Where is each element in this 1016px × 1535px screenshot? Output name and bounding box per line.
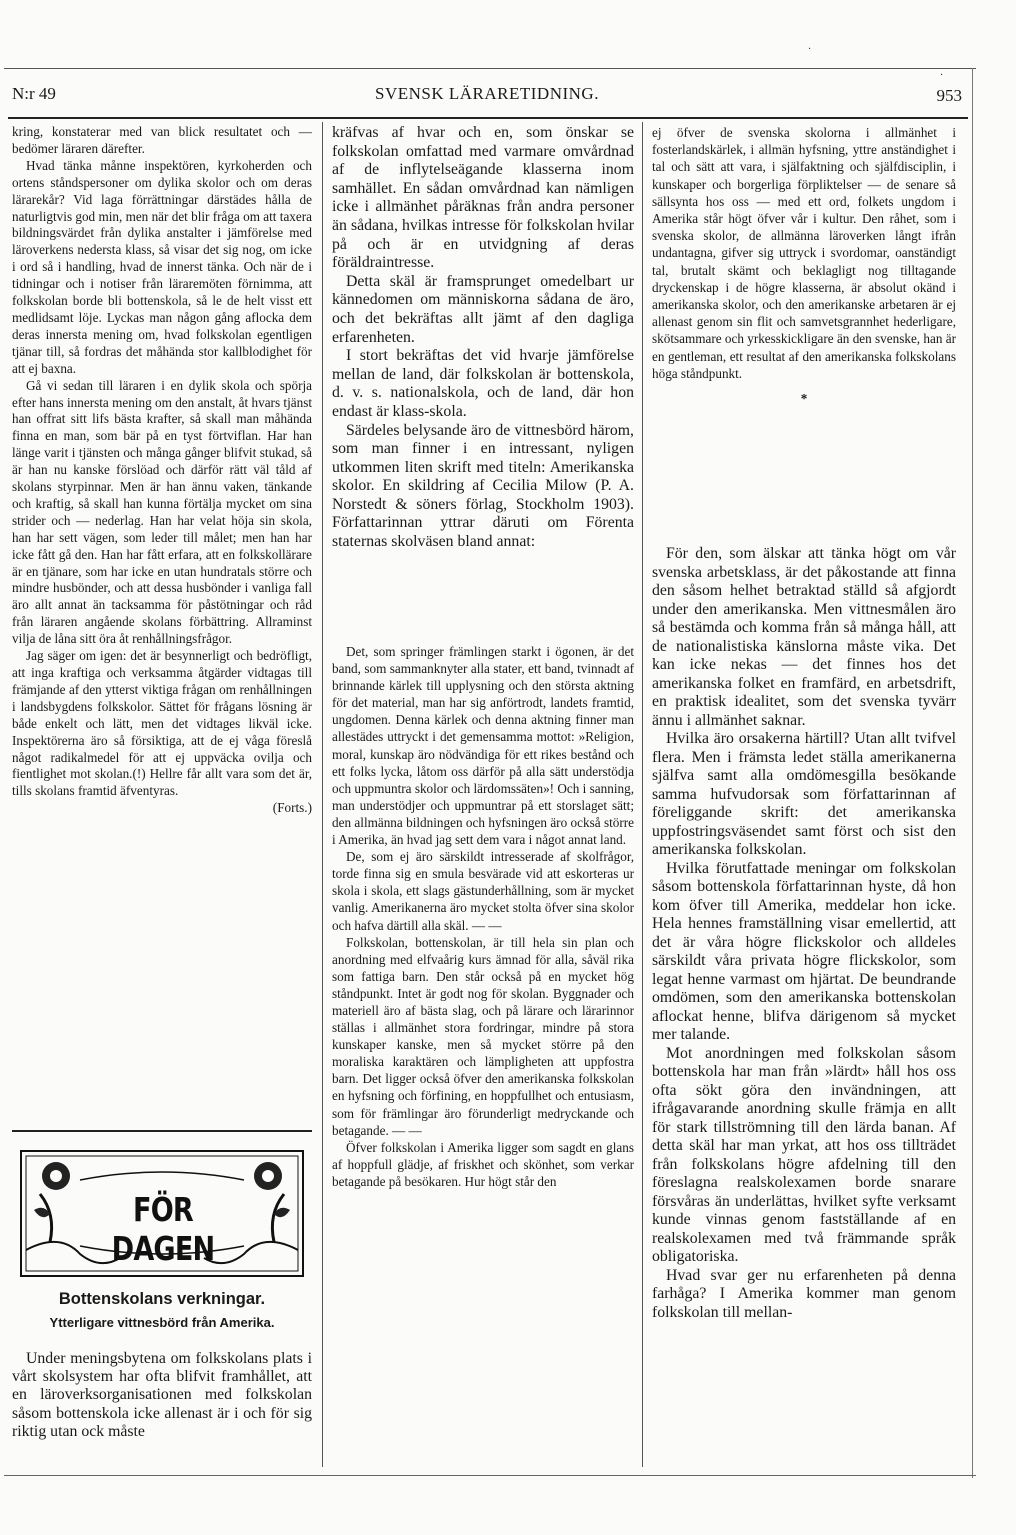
column-1-article-start xyxy=(12,1350,312,1441)
column-rule-1 xyxy=(322,122,323,1467)
section-star: * xyxy=(800,391,808,407)
paragraph: Öfver folkskolan i Amerika ligger som sagdt en glans af hoppfull glädje, af friskhet och skönhet, som verkar betagande på besökaren. Hur högt står den xyxy=(332,1139,634,1189)
for-dagen-banner xyxy=(20,1150,304,1277)
article-heading: Bottenskolans verkningar. xyxy=(58,1290,266,1308)
paragraph: Hvad tänka månne inspektören, kyrkoherden och ortens ståndspersoner om dylika skolor och om deras lärarekår? Vid laga förrättningar därstädes hålla de naturligtvis god min, men när det blir fråga om att taxera bildningsvärdet från dylika anstalter i jämförelse med läroverkens nedersta klass, så visar det sig nog, om icke i ord så i handling, hvad de innerst tänka. Och när de i tidningar och i notiser från läraremöten förnimma, att folkskolan borde bli bottenskola, så le de helt visst ett medlidsamt löje. Lyckas man någon gång aflocka dem deras innersta mening om, hvad folkskolan egentligen tjänar till, så fordras det måhända stor kallblodighet för att ej baxna. xyxy=(12,157,312,376)
paragraph: ej öfver de svenska skolorna i allmänhet i fosterlandskärlek, i allmän hyfsning, yttre anständighet i tal och sätt att vara, i själfaktning och själfdisciplin, i kunskaper och borgerliga förpliktelser — de senare så sällsynta hos oss — med ett ord, folkets ungdom i Amerika står högt öfver vår i kultur. Den råhet, som i svenska skolor, de allmänna läroverken långt ifrån undantagna, gifver sig uttryck i svordomar, oanständigt tal, brutalt skämt och beklagligt nog tilltagande dryckenskap i de högre klasserna, är absolut okänd i amerikanska skolor, och den amerikanske arbetaren är ej allenast genom sin flit och samvetsgrannhet hederligare, skötsammare och yrkesskickligare än den svenske, han är en gentleman, ett resultat af den amerikanska folkskolans höga ståndpunkt. xyxy=(652,125,956,381)
paragraph: Hvad svar ger nu erfarenheten på denna farhåga? I Amerika kommer man genom folkskolan till mellan- xyxy=(652,1266,956,1321)
speck: · xyxy=(808,44,812,55)
paragraph: Detta skäl är framsprunget omedelbart ur kännedomen om människorna sådana de äro, och det bekräftas allt jämt af den dagliga erfarenheten. xyxy=(332,272,634,346)
paragraph: Gå vi sedan till läraren i en dylik skola och spörja efter hans innersta mening om den anstalt, åt hvars tjänst han offrat sitt lifs bästa krafter, så skall man måhända finna en man, som bär på en tyst förtviflan. Har han länge varit i tjänsten och många gånger blifvit stukad, så är han nu kanske förslöad och därför rätt väl tåld af skolans styrpinnar. Men är han ännu vaken, tänkande och kraftig, så skall han kunna förtälja mycket om sina strider och — nederlag. Han har velat höja sin skola, han har sett vägen, som leder till målet; men han har icke fått gå den. Han har fått erfara, att en folkskollärare är en tjänare, som har icke en utan hundratals större och mindre husbönder, och att dessa husbönder i vanliga fall äro allt annat än tacksamma för påstötningar och råd från läraren angående skolans förbättring. Allraminst vilja de låna sitt öra åt renhållningsfrågor. xyxy=(12,377,312,647)
column-1-text xyxy=(12,124,312,817)
page-header xyxy=(12,84,962,106)
continued-note: (Forts.) xyxy=(272,800,312,816)
newspaper-title: SVENSK LÄRARETIDNING. xyxy=(375,84,599,103)
right-edge-rule xyxy=(972,68,973,1478)
paragraph: kring, konstaterar med van blick resultatet och — bedömer läraren därefter. xyxy=(12,124,312,156)
column-2-text xyxy=(332,124,634,552)
paragraph: Hvilka förutfattade meningar om folkskolan såsom bottenskola författarinnan hyste, då hon kom öfver till Amerika, meddelar hon icke. Hela hennes framställning visar emellertid, att det är våra högre flickskolor och alldeles särskildt våra privata högre flickskolor, som legat henne varmast om hjärtat. De beundrande omdömen, som den amerikanska bottenskolan aflockat henne, blifva därigenom så mycket mer talande. xyxy=(652,859,956,1043)
paragraph: För den, som älskar att tänka högt om vår svenska arbetsklass, är det påkostande att finna den såsom helhet betraktad ställd så afgjordt under den amerikanska. Men vittnesmålen äro så bestämda och komma från så många håll, att de nationalistiska känslorna måste vika. Det kan icke nekas — det finnes hos det amerikanska folket en framfärd, en arbetsdrift, en praktisk idealitet, som det svenska tyvärr ännu i allmänhet saknar. xyxy=(652,545,956,729)
section-separator xyxy=(12,1130,312,1132)
paragraph: kräfvas af hvar och en, som önskar se folkskolan omfattad med varmare omvårdnad af de inflytelseägande klasserna inom samhället. En sådan omvårdnad kan nämligen icke i allmänhet påräknas från andra personer än sådana, hvilkas intresse för folkskolan hvilar på och är en utvidgning af deras föräldraintresse. xyxy=(332,124,634,272)
paragraph: Jag säger om igen: det är besynnerligt och bedröfligt, att inga kraftiga och verksamma åtgärder vidtagas till främjande af den ytterst viktiga frågan om renhållningen i landsbygdens folkskolor. Sättet för frågans lösning är både enkelt och lätt, men det vidtages likväl icke. Inspektörerna äro så försiktiga, att de ej våga föreslå något radikalmedel för att ej uppväcka ovilja och fientlighet mot skolan.(!) Hellre får allt vara som det är, tills skolans framtid äfventyras. xyxy=(12,648,312,799)
column-3-quotation xyxy=(652,124,956,416)
column-3-text xyxy=(652,545,956,1322)
paragraph: Folkskolan, bottenskolan, är till hela sin plan och anordning med elfvaårig kurs ämnad för alla, såväl rika som fattiga barn. Den står också på en mycket hög ståndpunkt. Intet är godt nog för skolan. Byggnader och materiell äro af bästa slag, och på lärare och lärarinnor ställas i allmänhet stora fordringar, mindre på stora kunskaper kanske, men så mycket större på den moraliska karaktären och lämpligheten att uppfostra barn. Det ligger också öfver den amerikanska folkskolan en hyfsning och förfining, en hoppfullhet och entusiasm, som för främlingar äro förunderligt medryckande och betagande. — — xyxy=(332,934,634,1138)
paragraph: Under meningsbytena om folkskolans plats i vårt skolsystem har ofta blifvit framhållet, att en läroverksorganisationen med folkskolan såsom bottenskola icke allenast är i och för sig riktig utan ock måste xyxy=(12,1350,312,1440)
paragraph: Det, som springer främlingen starkt i ögonen, är det band, som sammanknyter alla stater, ett band, tvinnadt af brinnande kärlek till upplysning och den största aktning för det material, man har sig anförtrodt, landets framtid, ungdomen. Denna kärlek och denna aktning finner man allestädes uttryckt i det gemensamma mottot: »Religion, moral, kunskap äro nödvändiga för ett rikes bestånd och ett folks lycka, låtom oss därför på alla sätt understödja och uppmuntra skolor och lärdomssäten»! Och i sanning, man understödjer och uppmuntrar på ett storslaget sätt; den allmänna bildningen och hyfsningen äro också större i Amerika, än hvad jag sett dem vara i något annat land. xyxy=(332,644,634,848)
page-number: 953 xyxy=(936,86,962,105)
paragraph: De, som ej äro särskildt intresserade af skolfrågor, torde finna sig en smula besvärade vid att eskorteras ur skola i skola, ett slags gästunderhållning, som är mycket vanlig. Amerikanerna äro mycket stolta öfver sina skolor och hafva därtill alla skäl. — — xyxy=(332,849,634,933)
banner-title: FÖR DAGEN xyxy=(111,1190,215,1268)
paragraph: Hvilka äro orsakerna härtill? Utan allt tvifvel flera. Men i främsta ledet ställa amerikanerna själfva samt alla omdömesgilla besökande samma hufvudorsak som författarinnan af föreliggande skrift: det amerikanska uppfostringsväsendet samt först och sist den amerikanska folkskolan. xyxy=(652,730,956,858)
speck: · xyxy=(940,70,944,81)
paragraph: Särdeles belysande äro de vittnesbörd härom, som man finner i en intressant, nyligen utkommen liten skrift med titeln: Amerikanska skolor. En skildring af Cecilia Milow (P. A. Norstedt & söners förlag, Stockholm 1903). Författarinnan yttrar däruti om Förenta staternas skolväsen bland annat: xyxy=(332,421,634,551)
issue-number: N:r 49 xyxy=(12,84,56,103)
paragraph: Mot anordningen med folkskolan såsom bottenskola har man från »lärdt» håll hos oss ofta sökt göra den invändningen, att ifrågavarande anordning skulle främja en allt för stark tillströmning till den lärda banan. Af detta skäl har man yrkat, att hos oss tillträdet från folkskolans högre afdelning till den föreslagna realskolexamen borde snarare försvåras än underlättas, hvilket syfte verksamt kunde vinnas genom fastställande af en realskolexamen med två främmande språk obligatoriska. xyxy=(652,1044,956,1265)
column-rule-2 xyxy=(642,122,643,1467)
top-rule xyxy=(4,68,976,69)
paragraph: I stort bekräftas det vid hvarje jämförelse mellan de land, där folkskolan är bottenskola, d. v. s. nationalskola, och de land, där hon endast är klass-skola. xyxy=(332,347,634,420)
article-subheading: Ytterligare vittnesbörd från Amerika. xyxy=(49,1315,275,1330)
column-2-quotation xyxy=(332,643,634,1190)
header-rule xyxy=(8,117,968,119)
bottom-rule xyxy=(4,1475,976,1476)
